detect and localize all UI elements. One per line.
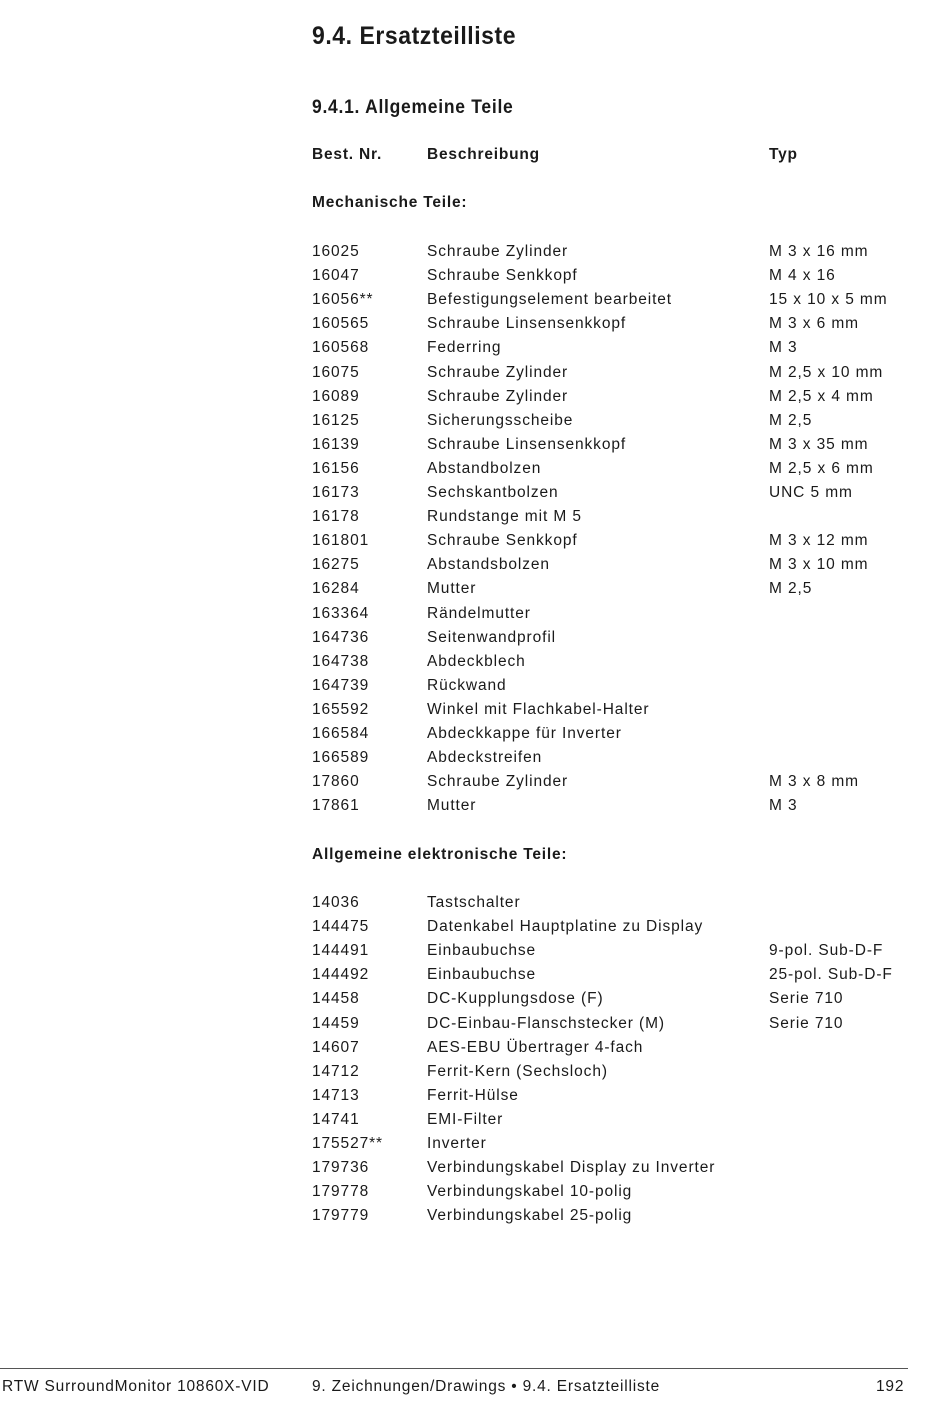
part-description: Tastschalter [427, 894, 521, 911]
part-description: Rändelmutter [427, 604, 531, 622]
part-number: 14713 [312, 1086, 360, 1104]
part-description: Datenkabel Hauptplatine zu Display [427, 918, 704, 936]
part-number: 165592 [312, 700, 370, 718]
part-type: Serie 710 [769, 1014, 844, 1032]
part-description: Schraube Senkkopf [427, 267, 578, 285]
group-title-electronic: Allgemeine elektronische Teile: [312, 846, 568, 863]
part-number: 16284 [312, 580, 360, 598]
part-description: Einbaubuchse [427, 966, 537, 984]
part-number: 144491 [312, 942, 370, 960]
footer-chapter: 9. Zeichnungen/Drawings • 9.4. Ersatzteilliste [312, 1378, 661, 1395]
part-number: 166589 [312, 749, 370, 767]
part-type: 9-pol. Sub-D-F [769, 942, 884, 960]
part-description: Mutter [427, 580, 477, 598]
part-number: 16047 [312, 267, 360, 285]
part-description: Verbindungskabel 10-polig [427, 1183, 633, 1201]
part-description: Schraube Linsensenkkopf [427, 435, 627, 453]
part-number: 16173 [312, 484, 360, 501]
part-description: Sechskantbolzen [427, 484, 559, 501]
part-number: 179779 [312, 1207, 370, 1225]
footer-divider [0, 1368, 908, 1369]
part-number: 166584 [312, 725, 370, 742]
part-description: Schraube Zylinder [427, 363, 569, 381]
part-description: Schraube Senkkopf [427, 532, 578, 550]
part-number: 164738 [312, 652, 370, 670]
part-number: 16075 [312, 363, 360, 381]
part-number: 16025 [312, 243, 360, 260]
part-number: 14036 [312, 894, 360, 911]
part-description: Inverter [427, 1135, 487, 1152]
part-description: AES-EBU Übertrager 4-fach [427, 1038, 644, 1056]
part-number: 179736 [312, 1159, 370, 1177]
part-number: 14458 [312, 990, 360, 1008]
part-description: Verbindungskabel 25-polig [427, 1207, 633, 1225]
footer-product: RTW SurroundMonitor 10860X-VID [2, 1378, 270, 1395]
footer-page-number: 192 [876, 1378, 905, 1395]
part-description: Abdeckkappe für Inverter [427, 725, 622, 742]
group-title-mechanical: Mechanische Teile: [312, 194, 468, 211]
part-number: 164736 [312, 628, 370, 646]
part-description: Ferrit-Kern (Sechsloch) [427, 1062, 608, 1080]
part-type: M 3 [769, 339, 798, 357]
part-number: 179778 [312, 1183, 370, 1201]
part-type: M 3 [769, 797, 798, 815]
part-type: UNC 5 mm [769, 484, 853, 501]
part-description: Verbindungskabel Display zu Inverter [427, 1159, 716, 1177]
part-type: M 3 x 8 mm [769, 773, 859, 791]
part-description: Schraube Linsensenkkopf [427, 315, 627, 333]
part-number: 16089 [312, 387, 360, 405]
part-description: Abstandsbolzen [427, 556, 550, 574]
part-number: 16139 [312, 435, 360, 453]
part-type: M 2,5 [769, 411, 813, 429]
part-description: Seitenwandprofil [427, 628, 556, 646]
part-type: M 4 x 16 [769, 267, 836, 285]
part-description: Schraube Zylinder [427, 387, 569, 405]
part-type: M 3 x 6 mm [769, 315, 859, 333]
part-number: 175527** [312, 1135, 383, 1152]
subsection-title: 9.4.1. Allgemeine Teile [312, 97, 514, 118]
part-type: M 2,5 x 6 mm [769, 459, 874, 477]
part-description: DC-Kupplungsdose (F) [427, 990, 604, 1008]
part-number: 14607 [312, 1038, 360, 1056]
column-headers [312, 146, 932, 166]
column-header-desc: Beschreibung [427, 146, 540, 163]
part-number: 160565 [312, 315, 370, 333]
part-description: Winkel mit Flachkabel-Halter [427, 700, 650, 718]
part-type: 25-pol. Sub-D-F [769, 966, 893, 984]
column-header-typ: Typ [769, 146, 798, 163]
part-number: 144475 [312, 918, 370, 936]
part-number: 16125 [312, 411, 360, 429]
part-number: 164739 [312, 676, 370, 694]
part-description: EMI-Filter [427, 1110, 504, 1128]
part-number: 17860 [312, 773, 360, 791]
part-type: M 2,5 x 4 mm [769, 387, 874, 405]
part-type: M 3 x 35 mm [769, 435, 869, 453]
part-description: Ferrit-Hülse [427, 1086, 519, 1104]
part-type: M 2,5 [769, 580, 813, 598]
part-description: Abdeckstreifen [427, 749, 543, 767]
section-title: 9.4. Ersatzteilliste [312, 22, 517, 50]
part-number: 14712 [312, 1062, 360, 1080]
part-description: Einbaubuchse [427, 942, 537, 960]
part-description: Abdeckblech [427, 652, 526, 670]
part-number: 161801 [312, 532, 370, 550]
part-type: M 3 x 10 mm [769, 556, 869, 574]
part-type: M 3 x 16 mm [769, 243, 869, 260]
part-description: Befestigungselement bearbeitet [427, 291, 673, 309]
part-number: 160568 [312, 339, 370, 357]
part-description: Schraube Zylinder [427, 773, 569, 791]
part-number: 16056** [312, 291, 374, 309]
part-description: Rundstange mit M 5 [427, 508, 582, 526]
part-description: DC-Einbau-Flanschstecker (M) [427, 1014, 665, 1032]
part-description: Federring [427, 339, 502, 357]
part-number: 144492 [312, 966, 370, 984]
part-number: 16178 [312, 508, 360, 526]
part-type: M 3 x 12 mm [769, 532, 869, 550]
column-header-nr: Best. Nr. [312, 146, 383, 163]
part-description: Schraube Zylinder [427, 243, 569, 260]
part-type: M 2,5 x 10 mm [769, 363, 884, 381]
part-number: 16156 [312, 459, 360, 477]
part-type: 15 x 10 x 5 mm [769, 291, 888, 309]
part-description: Sicherungsscheibe [427, 411, 574, 429]
part-number: 14741 [312, 1110, 360, 1128]
part-description: Rückwand [427, 676, 507, 694]
part-number: 16275 [312, 556, 360, 574]
part-description: Mutter [427, 797, 477, 815]
part-number: 17861 [312, 797, 360, 815]
part-number: 14459 [312, 1014, 360, 1032]
part-description: Abstandbolzen [427, 459, 542, 477]
part-number: 163364 [312, 604, 370, 622]
part-type: Serie 710 [769, 990, 844, 1008]
